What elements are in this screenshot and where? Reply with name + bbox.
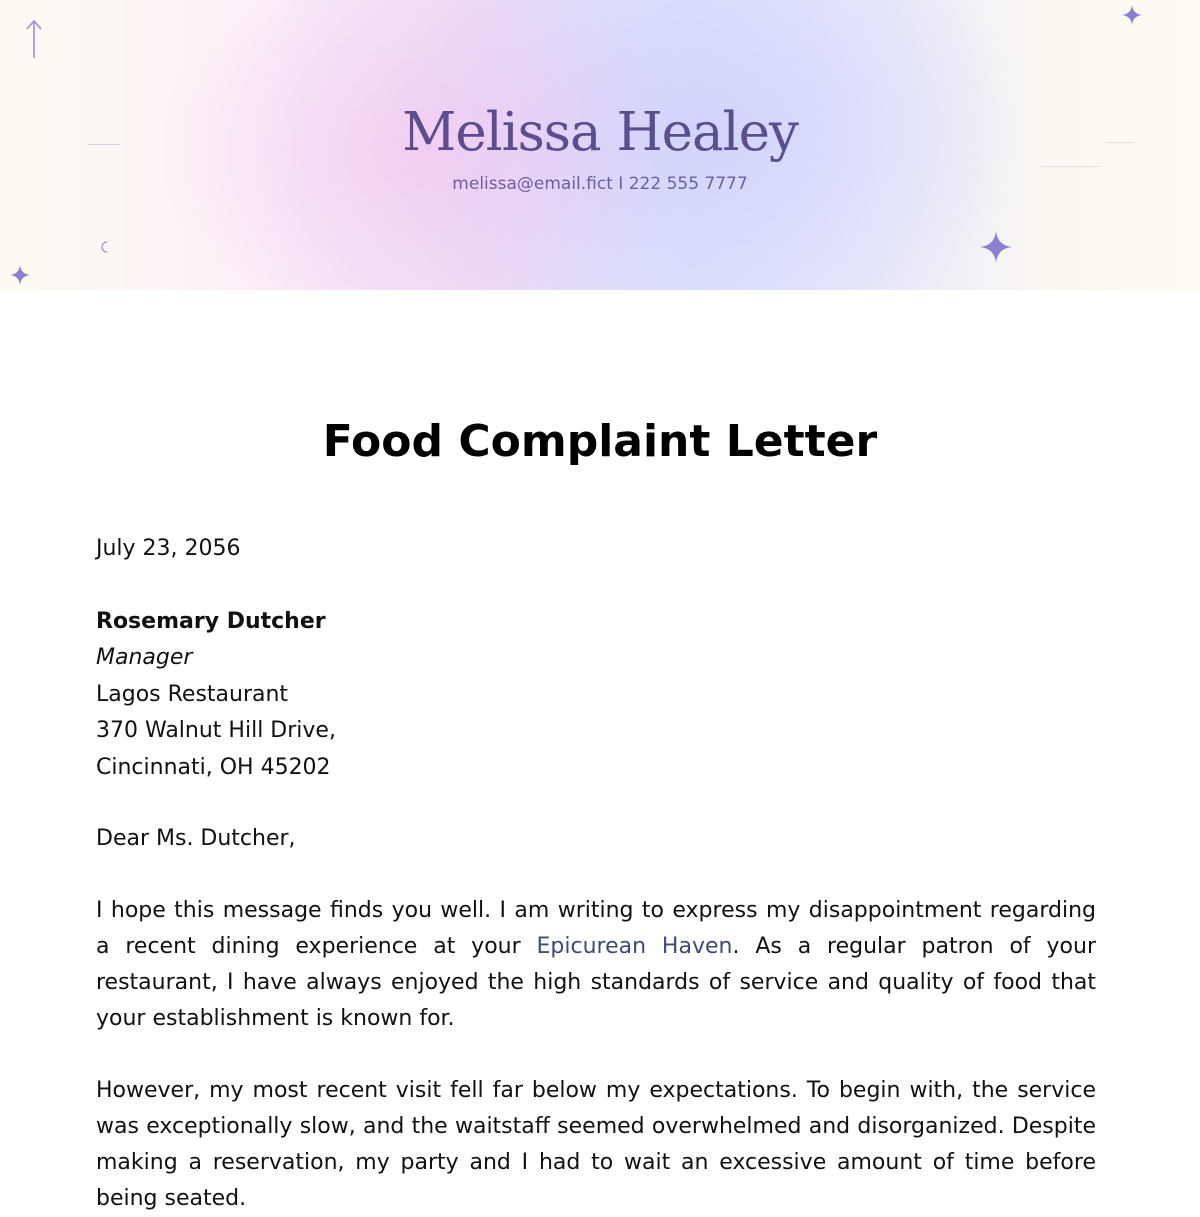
paragraph-text: I hope this message finds you well. I am writing to express my disappointment regarding a recent dining experience at your [96,898,1096,959]
body-paragraph-1 [96,893,1096,1037]
sender-contact: melissa@email.fict I 222 555 7777 [452,174,748,194]
sparkle-icon [979,230,1013,264]
recipient-city: Cincinnati, OH 45202 [96,754,331,780]
sender-name: Melissa Healey [402,102,798,163]
letterhead-banner [0,0,1200,290]
recipient-street: 370 Walnut Hill Drive, [96,718,336,744]
recipient-company: Lagos Restaurant [96,681,289,707]
moon-icon [98,240,112,254]
sparkle-icon [1121,4,1143,26]
sparkle-icon [9,264,31,286]
letter-date: July 23, 2056 [96,536,241,561]
recipient-name: Rosemary Dutcher [96,609,326,634]
arrow-up-icon [24,18,44,60]
paragraph-text: . As a regular patron of your restaurant, I have always enjoyed the high standards of service and quality of food that your establishment is known for. [96,934,1096,1031]
letter-greeting: Dear Ms. Dutcher, [96,826,296,851]
restaurant-name-highlight: Epicurean Haven [536,934,733,959]
body-paragraph-2: However, my most recent visit fell far below my expectations. To begin with, the service was exceptionally slow, and the waitstaff seemed overwhelmed and disorganized. Despite making a reservation, my party and I had to wait an excessive amount of time before being seated. [96,1078,1096,1211]
page-title: Food Complaint Letter [322,416,878,467]
recipient-address [96,604,1096,786]
recipient-title: Manager [96,645,193,671]
